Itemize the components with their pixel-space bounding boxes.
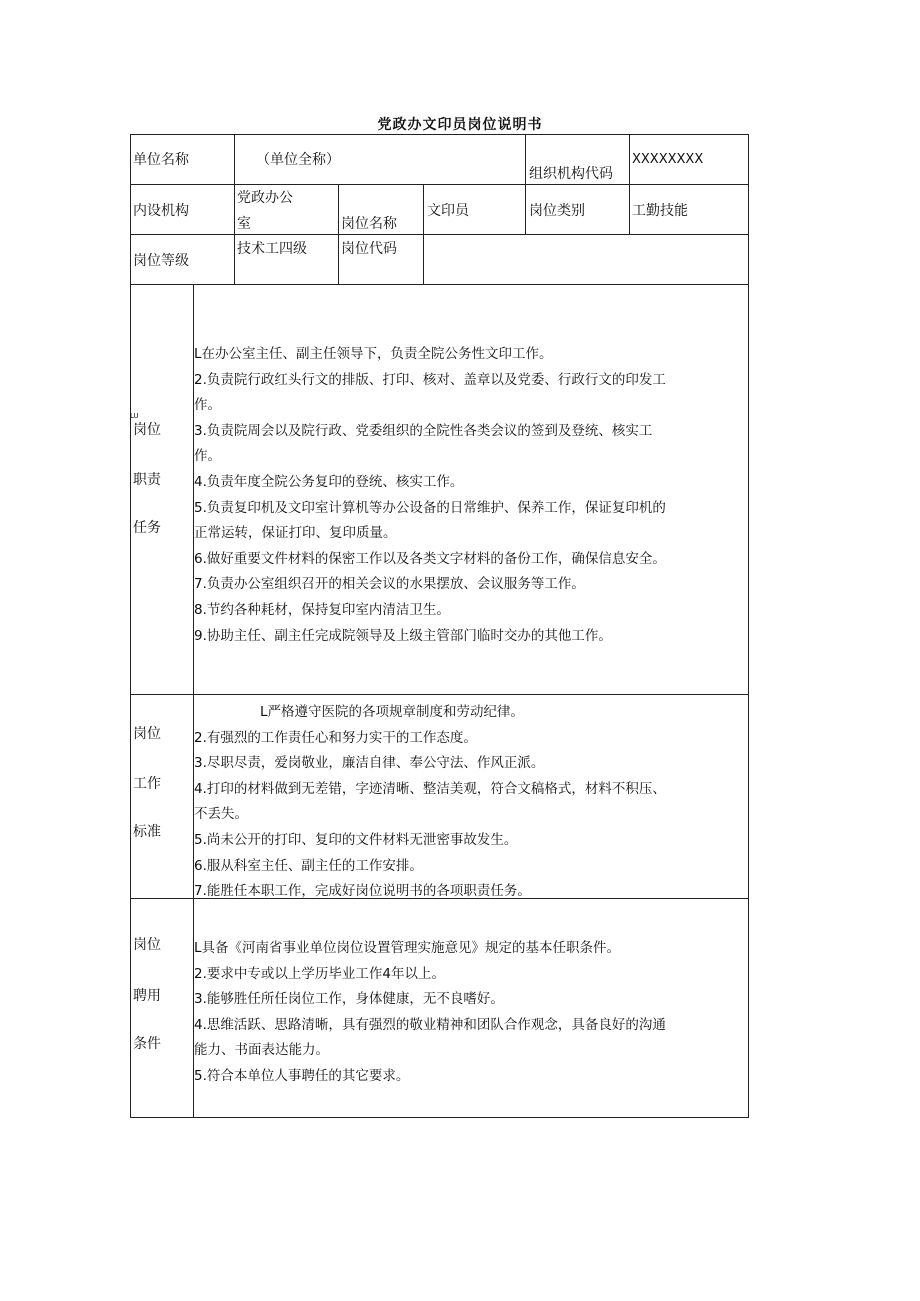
- duty-line: 7.负责办公室组织召开的相关会议的水果摆放、会议服务等工作。: [194, 576, 585, 593]
- post-name-value: 文印员: [427, 203, 469, 219]
- post-type-value: 工勤技能: [632, 203, 688, 219]
- duty-line: 作。: [194, 448, 221, 465]
- duty-line: 8.节约各种耗材，保持复印室内清洁卫生。: [194, 601, 450, 618]
- duty-line: 3.负责院周会以及院行政、党委组织的全院性各类会议的签到及登统、核实工: [194, 422, 653, 439]
- conditions-label-3: 条件: [133, 1036, 161, 1052]
- duties-mark: LU: [130, 412, 139, 420]
- unit-name-label: 单位名称: [133, 152, 189, 168]
- condition-line: 能力、书面表达能力。: [194, 1042, 329, 1059]
- conditions-list: [194, 936, 750, 1090]
- post-name-label: 岗位名称: [341, 216, 397, 232]
- org-code-label: 组织机构代码: [529, 166, 613, 182]
- post-type-label: 岗位类别: [529, 203, 585, 219]
- standard-line: 6.服从科室主任、副主任的工作安排。: [194, 857, 423, 874]
- standard-line: 3.尽职尽责，爱岗敬业，廉洁自律、奉公守法、作风正派。: [194, 755, 545, 772]
- standard-line: 2.有强烈的工作责任心和努力实干的工作态度。: [194, 729, 477, 746]
- standard-line: L严格遵守医院的各项规章制度和劳动纪律。: [260, 704, 525, 720]
- condition-line: 3.能够胜任所任岗位工作，身体健康，无不良嗜好。: [194, 991, 504, 1008]
- conditions-label-1: 岗位: [133, 937, 161, 953]
- duty-line: 作。: [194, 397, 221, 414]
- condition-line: 4.思维活跃、思路清晰，具有强烈的敬业精神和团队合作观念，具备良好的沟通: [194, 1016, 666, 1033]
- duties-label-2: 职责: [133, 472, 161, 488]
- post-level-label: 岗位等级: [133, 253, 189, 269]
- duty-line: 正常运转，保证打印、复印质量。: [194, 525, 397, 542]
- dept-value-line2: 室: [237, 216, 251, 232]
- condition-line: 5.符合本单位人事聘任的其它要求。: [194, 1067, 410, 1084]
- duties-label-1: 岗位: [133, 422, 161, 438]
- standard-line: 7.能胜任本职工作，完成好岗位说明书的各项职责任务。: [194, 883, 531, 900]
- duty-line: 4.负责年度全院公务复印的登统、核实工作。: [194, 473, 464, 490]
- condition-line: L具备《河南省事业单位岗位设置管理实施意见》规定的基本任职条件。: [194, 940, 621, 956]
- standards-label-3: 标准: [133, 824, 161, 840]
- unit-name-value: （单位全称）: [256, 152, 340, 168]
- post-level-value: 技术工四级: [237, 241, 307, 257]
- standard-line: 不丢失。: [194, 806, 248, 823]
- standard-line: 5.尚未公开的打印、复印的文件材料无泄密事故发生。: [194, 831, 518, 848]
- standards-label-1: 岗位: [133, 726, 161, 742]
- post-code-label: 岗位代码: [341, 241, 397, 257]
- org-code-value: XXXXXXXX: [632, 152, 704, 167]
- standards-list: [194, 700, 750, 905]
- document-title: 党政办文印员岗位说明书: [377, 117, 543, 133]
- duty-line: 2.负责院行政红头行文的排版、打印、核对、盖章以及党委、行政行文的印发工: [194, 371, 666, 388]
- standards-label-2: 工作: [133, 776, 161, 792]
- duty-line: L在办公室主任、副主任领导下，负责全院公务性文印工作。: [194, 346, 553, 362]
- dept-value-line1: 党政办公: [237, 190, 293, 206]
- duties-label-3: 任务: [133, 520, 161, 536]
- duties-list: [194, 342, 750, 649]
- duty-line: 6.做好重要文件材料的保密工作以及各类文字材料的备份工作，确保信息安全。: [194, 550, 666, 567]
- duty-line: 9.协助主任、副主任完成院领导及上级主管部门临时交办的其他工作。: [194, 627, 612, 644]
- condition-line: 2.要求中专或以上学历毕业工作4年以上。: [194, 965, 445, 982]
- duty-line: 5.负责复印机及文印室计算机等办公设备的日常维护、保养工作，保证复印机的: [194, 499, 666, 516]
- dept-label: 内设机构: [133, 203, 189, 219]
- conditions-label-2: 聘用: [133, 988, 161, 1004]
- standard-line: 4.打印的材料做到无差错，字迹清晰、整洁美观，符合文稿格式，材料不积压、: [194, 780, 666, 797]
